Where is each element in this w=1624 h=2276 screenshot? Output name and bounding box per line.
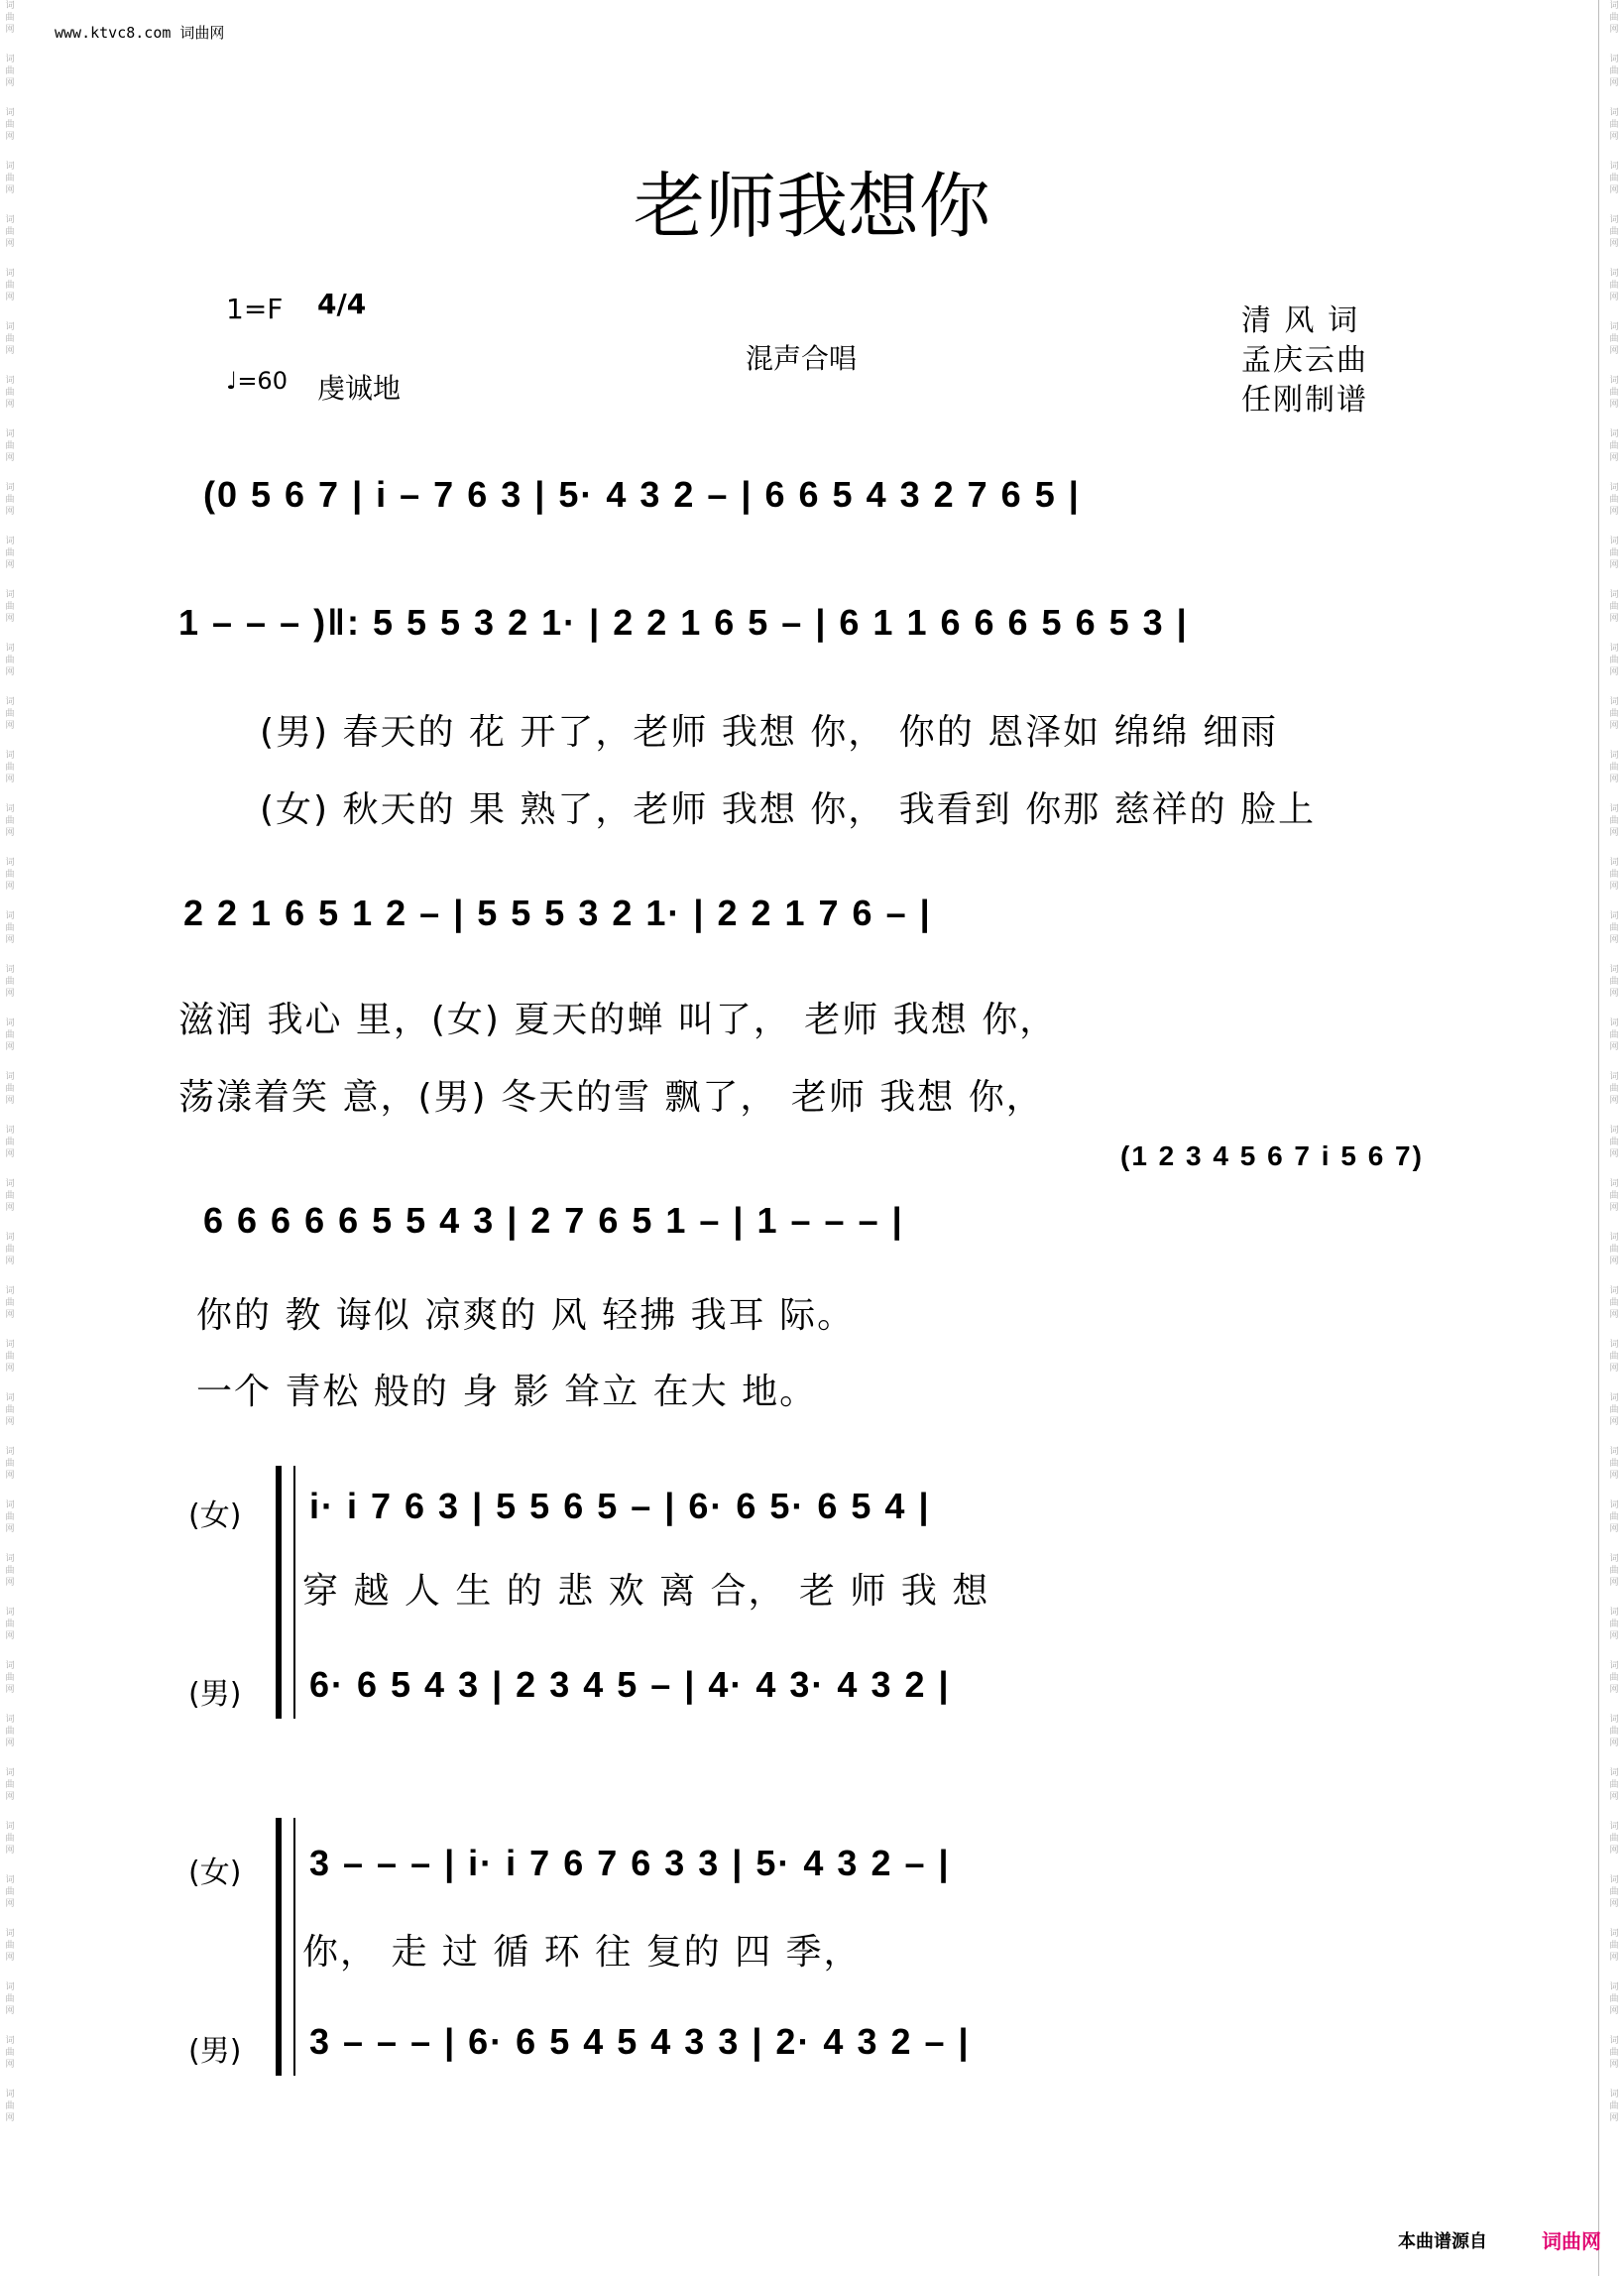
expression-marking: 虔诚地: [317, 372, 402, 405]
watermark-text: 词 曲 网: [5, 2090, 15, 2123]
watermark-text: 词 曲 网: [1609, 858, 1619, 892]
voice-label-female: (女): [188, 1856, 242, 1890]
watermark-text: 词 曲 网: [5, 1982, 15, 2016]
watermark-text: 词 曲 网: [1609, 1661, 1619, 1695]
watermark-text: 词 曲 网: [1609, 1447, 1619, 1481]
time-signature: 4/4: [317, 288, 367, 320]
watermark-text: 词 曲 网: [1609, 1822, 1619, 1856]
watermark-text: 词 曲 网: [1609, 1, 1619, 35]
watermark-text: 词 曲 网: [5, 697, 15, 731]
right-watermark-strip: [1604, 0, 1624, 2276]
tempo-marking: ♩=60: [226, 367, 288, 395]
watermark-text: 词 曲 网: [1609, 751, 1619, 784]
watermark-text: 词 曲 网: [5, 2036, 15, 2070]
lyricist-credit: 清 风 词: [1241, 303, 1360, 338]
watermark-text: 词 曲 网: [1609, 1018, 1619, 1052]
watermark-text: 词 曲 网: [5, 1608, 15, 1641]
watermark-text: 词 曲 网: [1609, 1608, 1619, 1641]
voice-label-male: (男): [188, 1677, 242, 1712]
watermark-text: 词 曲 网: [5, 1447, 15, 1481]
choir-brace: [276, 1818, 282, 2076]
footer-brand-logo: 词曲网: [1542, 2229, 1601, 2253]
system-barline: [293, 1466, 295, 1719]
watermark-text: 词 曲 网: [5, 55, 15, 88]
site-label: www.ktvc8.com 词曲网: [55, 24, 225, 42]
watermark-text: 词 曲 网: [5, 1554, 15, 1588]
left-watermark-strip: [0, 0, 20, 2276]
lyric-line: 你， 走 过 循 环 往 复的 四 季，: [302, 1932, 862, 1973]
watermark-text: 词 曲 网: [1609, 1179, 1619, 1213]
watermark-text: 词 曲 网: [5, 108, 15, 142]
watermark-text: 词 曲 网: [1609, 911, 1619, 945]
voice-label-female: (女): [188, 1498, 242, 1533]
watermark-text: 词 曲 网: [5, 1929, 15, 1963]
watermark-text: 词 曲 网: [1609, 1982, 1619, 2016]
watermark-text: 词 曲 网: [1609, 590, 1619, 624]
watermark-text: 词 曲 网: [5, 590, 15, 624]
watermark-text: 词 曲 网: [1609, 1768, 1619, 1802]
female-notation: 3 – – – | i· i 7 6 7 6 3 3 | 5· 4 3 2 – |: [309, 1843, 951, 1883]
watermark-text: 词 曲 网: [5, 1340, 15, 1374]
watermark-text: 词 曲 网: [1609, 322, 1619, 356]
watermark-text: 词 曲 网: [1609, 215, 1619, 249]
watermark-text: 词 曲 网: [1609, 2090, 1619, 2123]
watermark-text: 词 曲 网: [5, 376, 15, 410]
watermark-text: 词 曲 网: [5, 1875, 15, 1909]
lyric-line: 滋润 我心 里，(女) 夏天的蝉 叫了， 老师 我想 你，: [178, 1000, 1058, 1040]
page-title: 老师我想你: [633, 165, 990, 248]
watermark-text: 词 曲 网: [5, 1768, 15, 1802]
watermark-text: 词 曲 网: [1609, 376, 1619, 410]
watermark-text: 词 曲 网: [5, 1661, 15, 1695]
watermark-text: 词 曲 网: [1609, 1715, 1619, 1748]
watermark-text: 词 曲 网: [1609, 1126, 1619, 1159]
lyric-line: 荡漾着笑 意，(男) 冬天的雪 飘了， 老师 我想 你，: [178, 1077, 1044, 1118]
watermark-text: 词 曲 网: [1609, 1554, 1619, 1588]
watermark-text: 词 曲 网: [5, 1233, 15, 1266]
lyric-line: 一个 青松 般的 身 影 耸立 在大 地。: [196, 1372, 818, 1412]
lyric-line: (男) 春天的 花 开了，老师 我想 你， 你的 恩泽如 绵绵 细雨: [260, 712, 1279, 753]
watermark-text: 词 曲 网: [5, 1715, 15, 1748]
male-notation: 3 – – – | 6· 6 5 4 5 4 3 3 | 2· 4 3 2 – |: [309, 2021, 971, 2062]
watermark-text: 词 曲 网: [5, 537, 15, 570]
lyric-line: 穿 越 人 生 的 悲 欢 离 合， 老 师 我 想: [302, 1571, 990, 1612]
female-notation: i· i 7 6 3 | 5 5 6 5 – | 6· 6 5· 6 5 4 |: [309, 1486, 931, 1526]
notation-line: 2 2 1 6 5 1 2 – | 5 5 5 3 2 1· | 2 2 1 7 6 – |: [183, 893, 932, 933]
watermark-text: 词 曲 网: [1609, 804, 1619, 838]
watermark-text: 词 曲 网: [5, 858, 15, 892]
choir-brace: [276, 1466, 282, 1719]
watermark-text: 词 曲 网: [1609, 108, 1619, 142]
watermark-text: 词 曲 网: [1609, 965, 1619, 999]
watermark-text: 词 曲 网: [5, 1126, 15, 1159]
arranger-credit: 任刚制谱: [1241, 383, 1368, 418]
watermark-text: 词 曲 网: [5, 1179, 15, 1213]
watermark-text: 词 曲 网: [5, 965, 15, 999]
system-barline: [293, 1818, 295, 2076]
watermark-text: 词 曲 网: [5, 804, 15, 838]
watermark-text: 词 曲 网: [1609, 483, 1619, 517]
watermark-text: 词 曲 网: [5, 1018, 15, 1052]
watermark-text: 词 曲 网: [5, 1393, 15, 1427]
watermark-text: 词 曲 网: [5, 1072, 15, 1106]
watermark-text: 词 曲 网: [1609, 269, 1619, 302]
watermark-text: 词 曲 网: [5, 162, 15, 195]
watermark-text: 词 曲 网: [1609, 1500, 1619, 1534]
voice-label-male: (男): [188, 2034, 242, 2069]
watermark-text: 词 曲 网: [1609, 2036, 1619, 2070]
watermark-text: 词 曲 网: [1609, 644, 1619, 677]
watermark-text: 词 曲 网: [1609, 1929, 1619, 1963]
notation-line: 1 – – – )‖: 5 5 5 3 2 1· | 2 2 1 6 5 – | 6 1 1 6 6 6 5 6 5 3 |: [178, 602, 1189, 643]
watermark-text: 词 曲 网: [1609, 55, 1619, 88]
watermark-text: 词 曲 网: [1609, 1286, 1619, 1320]
watermark-text: 词 曲 网: [1609, 162, 1619, 195]
watermark-text: 词 曲 网: [5, 429, 15, 463]
watermark-text: 词 曲 网: [1609, 1393, 1619, 1427]
watermark-text: 词 曲 网: [5, 1, 15, 35]
watermark-text: 词 曲 网: [5, 215, 15, 249]
notation-line: (0 5 6 7 | i – 7 6 3 | 5· 4 3 2 – | 6 6 5 4 3 2 7 6 5 |: [203, 474, 1081, 515]
intro-notation: (1 2 3 4 5 6 7 i 5 6 7): [1120, 1140, 1424, 1171]
notation-line: 6 6 6 6 6 5 5 4 3 | 2 7 6 5 1 – | 1 – – – |: [203, 1200, 904, 1241]
watermark-text: 词 曲 网: [1609, 537, 1619, 570]
watermark-text: 词 曲 网: [1609, 697, 1619, 731]
watermark-text: 词 曲 网: [5, 322, 15, 356]
male-notation: 6· 6 5 4 3 | 2 3 4 5 – | 4· 4 3· 4 3 2 |: [309, 1664, 951, 1705]
watermark-text: 词 曲 网: [5, 1822, 15, 1856]
right-margin-line: [1598, 0, 1599, 2276]
watermark-text: 词 曲 网: [1609, 1233, 1619, 1266]
footer-source-text: 本曲谱源自: [1398, 2231, 1487, 2252]
watermark-text: 词 曲 网: [1609, 1340, 1619, 1374]
watermark-text: 词 曲 网: [5, 911, 15, 945]
watermark-text: 词 曲 网: [5, 1286, 15, 1320]
watermark-text: 词 曲 网: [1609, 1072, 1619, 1106]
watermark-text: 词 曲 网: [5, 269, 15, 302]
watermark-text: 词 曲 网: [5, 483, 15, 517]
lyric-line: (女) 秋天的 果 熟了，老师 我想 你， 我看到 你那 慈祥的 脸上: [260, 789, 1317, 830]
key-signature: 1=F: [226, 293, 284, 325]
watermark-text: 词 曲 网: [5, 644, 15, 677]
watermark-text: 词 曲 网: [1609, 429, 1619, 463]
watermark-text: 词 曲 网: [5, 1500, 15, 1534]
watermark-text: 词 曲 网: [5, 751, 15, 784]
ensemble-label: 混声合唱: [746, 342, 858, 375]
lyric-line: 你的 教 诲似 凉爽的 风 轻拂 我耳 际。: [196, 1295, 856, 1336]
composer-credit: 孟庆云曲: [1241, 343, 1368, 378]
watermark-text: 词 曲 网: [1609, 1875, 1619, 1909]
